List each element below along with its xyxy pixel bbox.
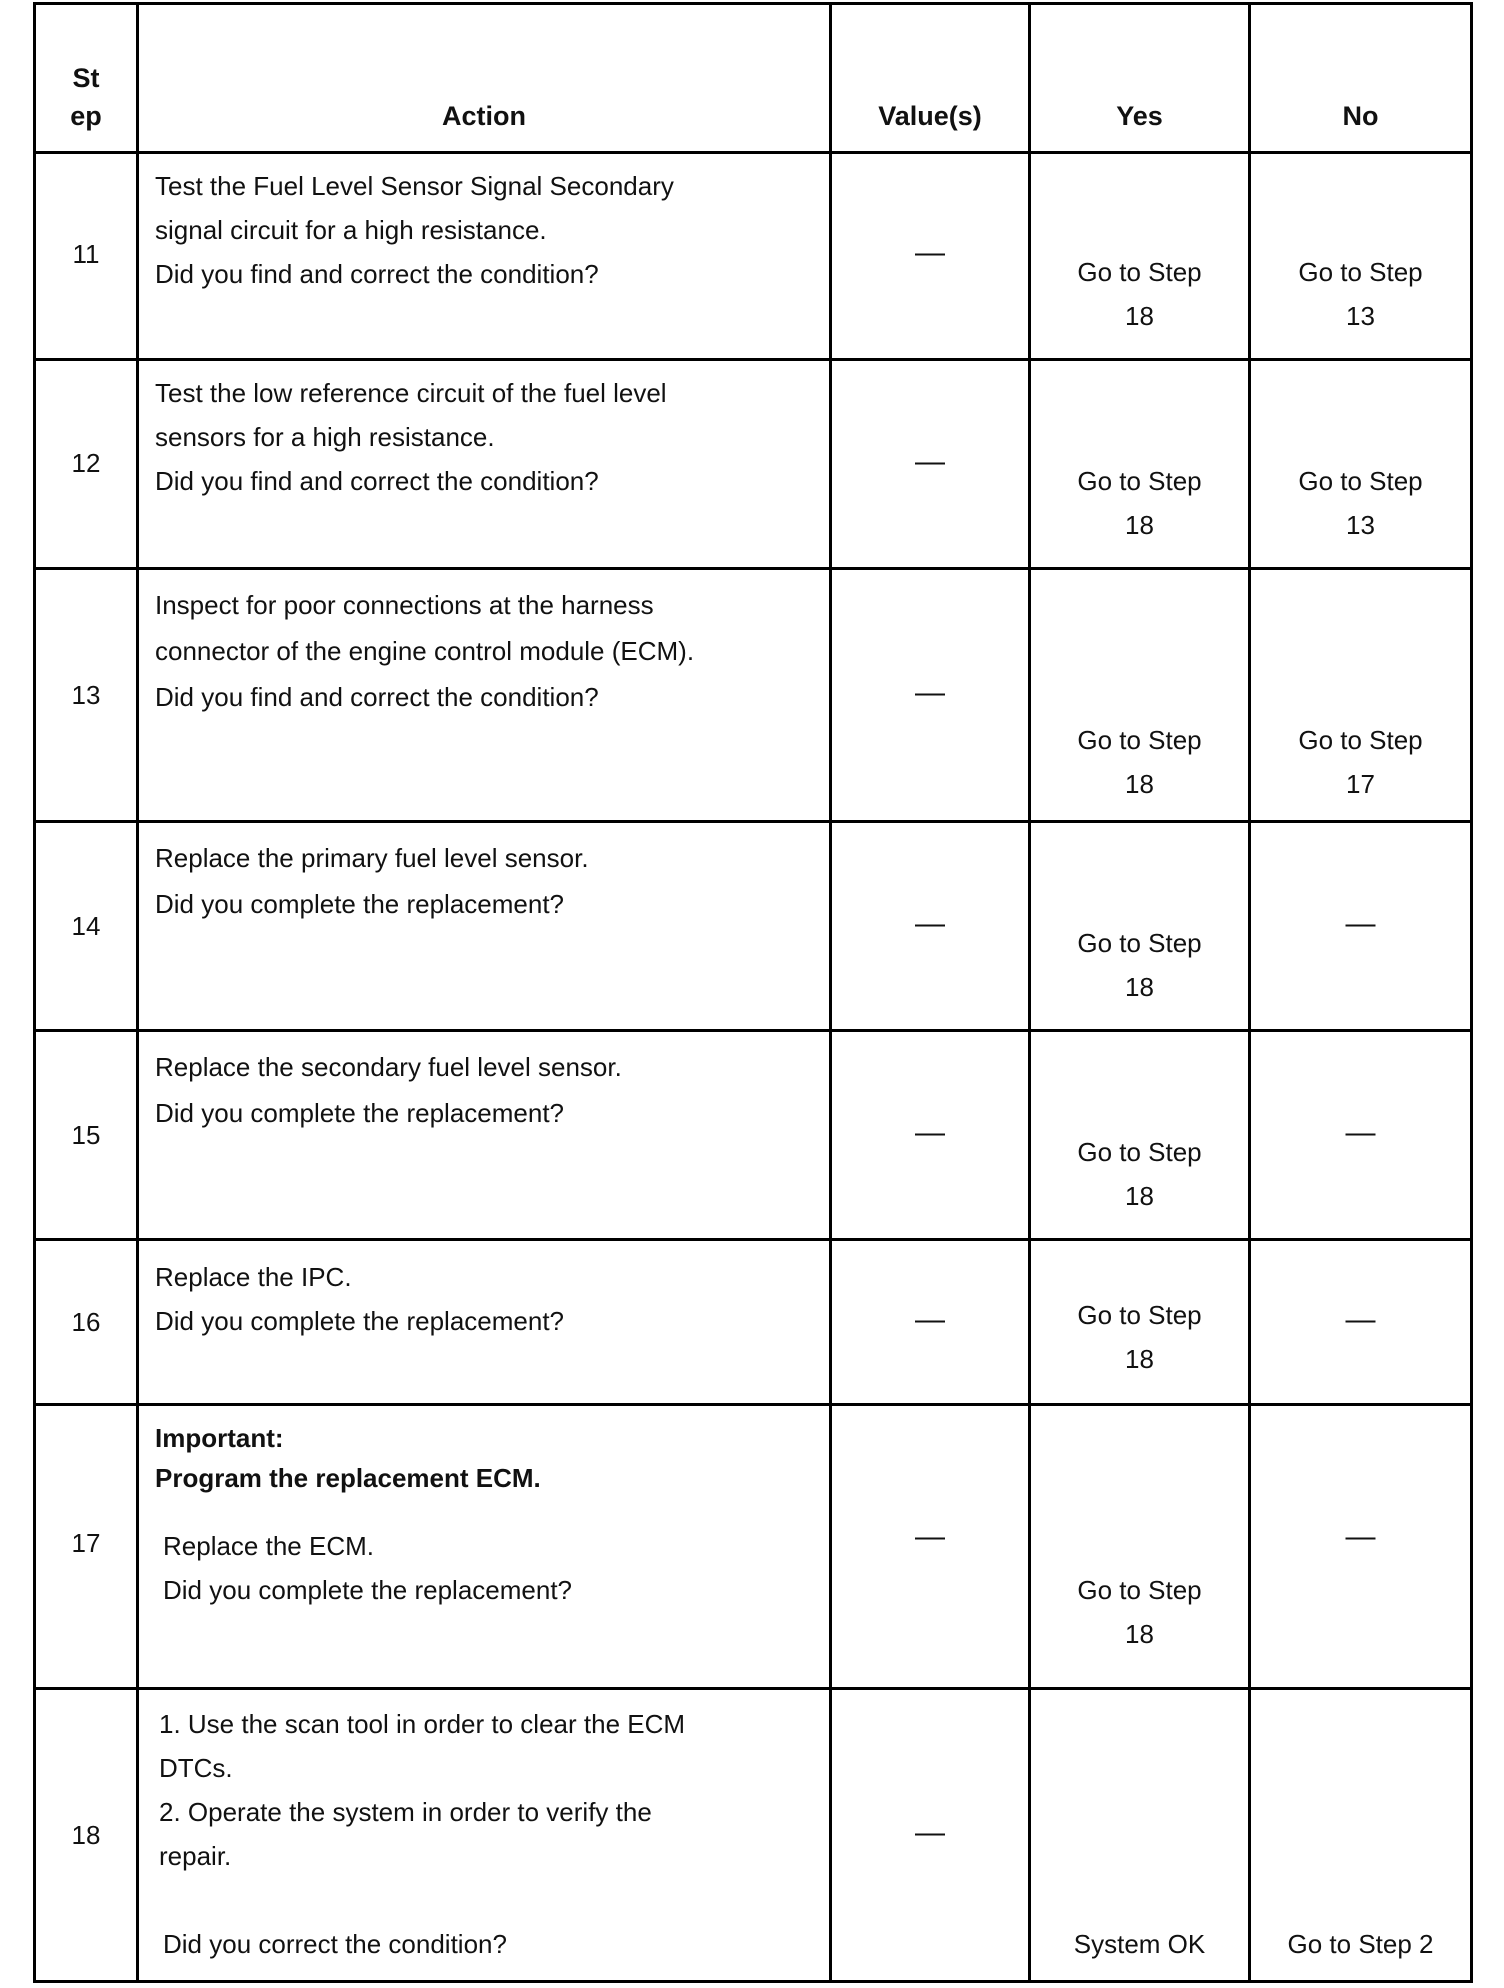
table-row xyxy=(35,1240,1472,1405)
table-row xyxy=(35,360,1472,569)
yes-target: Go to Step 18 xyxy=(1077,1300,1202,1374)
header-values: Value(s) xyxy=(831,4,1030,153)
important-note: Important: Program the replacement ECM. xyxy=(155,1423,541,1493)
numbered-steps: 1. Use the scan tool in order to clear the ECM DTCs. 2. Operate the system in order to verify the repair. xyxy=(159,1709,686,1871)
action-text: Replace the IPC. Did you complete the replacement? xyxy=(155,1262,565,1336)
header-action: Action xyxy=(138,4,831,153)
table-row xyxy=(35,153,1472,360)
yes-target: Go to Step 18 xyxy=(1077,257,1202,331)
step-number: 18 xyxy=(71,1820,101,1850)
header-step: St ep xyxy=(35,4,138,153)
action-text: Test the low reference circuit of the fuel level sensors for a high resistance. Did you find and correct the condition? xyxy=(155,378,667,496)
steps-table xyxy=(33,2,1473,1983)
step-number: 17 xyxy=(71,1528,101,1558)
table-row xyxy=(35,1689,1472,1982)
step-number: 13 xyxy=(71,680,101,710)
value-dash: — xyxy=(915,907,945,940)
header-yes: Yes xyxy=(1030,4,1250,153)
no-target: Go to Step 17 xyxy=(1298,725,1423,799)
value-dash: — xyxy=(915,445,945,478)
action-text: Inspect for poor connections at the harness connector of the engine control module (ECM). Did you find and correct the condition? xyxy=(155,590,695,712)
no-target: Go to Step 13 xyxy=(1298,466,1423,540)
no-target: Go to Step 13 xyxy=(1298,257,1423,331)
no-dash: — xyxy=(1345,1303,1376,1336)
action-text: Test the Fuel Level Sensor Signal Secondary signal circuit for a high resistance. Did you find and correct the condition? xyxy=(155,171,674,289)
value-dash: — xyxy=(915,236,945,269)
yes-target: Go to Step 18 xyxy=(1077,1575,1202,1649)
step-number: 14 xyxy=(71,911,101,941)
action-text: Replace the primary fuel level sensor. Did you complete the replacement? xyxy=(155,843,589,919)
step-number: 12 xyxy=(71,448,101,478)
header-row xyxy=(35,4,1472,153)
step-number: 15 xyxy=(71,1120,101,1150)
diagnostic-table xyxy=(33,2,1473,1983)
table-row xyxy=(35,569,1472,822)
value-dash: — xyxy=(915,1520,945,1553)
value-dash: — xyxy=(915,1816,945,1849)
question-text: Did you correct the condition? xyxy=(163,1929,507,1959)
table-row xyxy=(35,822,1472,1031)
step-number: 16 xyxy=(71,1307,101,1337)
no-target: Go to Step 2 xyxy=(1287,1929,1434,1959)
action-text: Replace the ECM. Did you complete the replacement? xyxy=(163,1531,573,1605)
value-dash: — xyxy=(915,1116,945,1149)
step-number: 11 xyxy=(72,239,100,269)
action-text: Replace the secondary fuel level sensor. Did you complete the replacement? xyxy=(155,1052,622,1128)
header-no: No xyxy=(1250,4,1472,153)
no-dash: — xyxy=(1345,907,1376,940)
yes-target: Go to Step 18 xyxy=(1077,1137,1202,1211)
no-dash: — xyxy=(1345,1520,1376,1553)
yes-target: Go to Step 18 xyxy=(1077,725,1202,799)
yes-target: Go to Step 18 xyxy=(1077,466,1202,540)
table-row xyxy=(35,1031,1472,1240)
yes-target: Go to Step 18 xyxy=(1077,928,1202,1002)
value-dash: — xyxy=(915,1303,945,1336)
no-dash: — xyxy=(1345,1116,1376,1149)
table-row xyxy=(35,1405,1472,1689)
yes-target: System OK xyxy=(1073,1929,1206,1959)
value-dash: — xyxy=(915,676,945,709)
